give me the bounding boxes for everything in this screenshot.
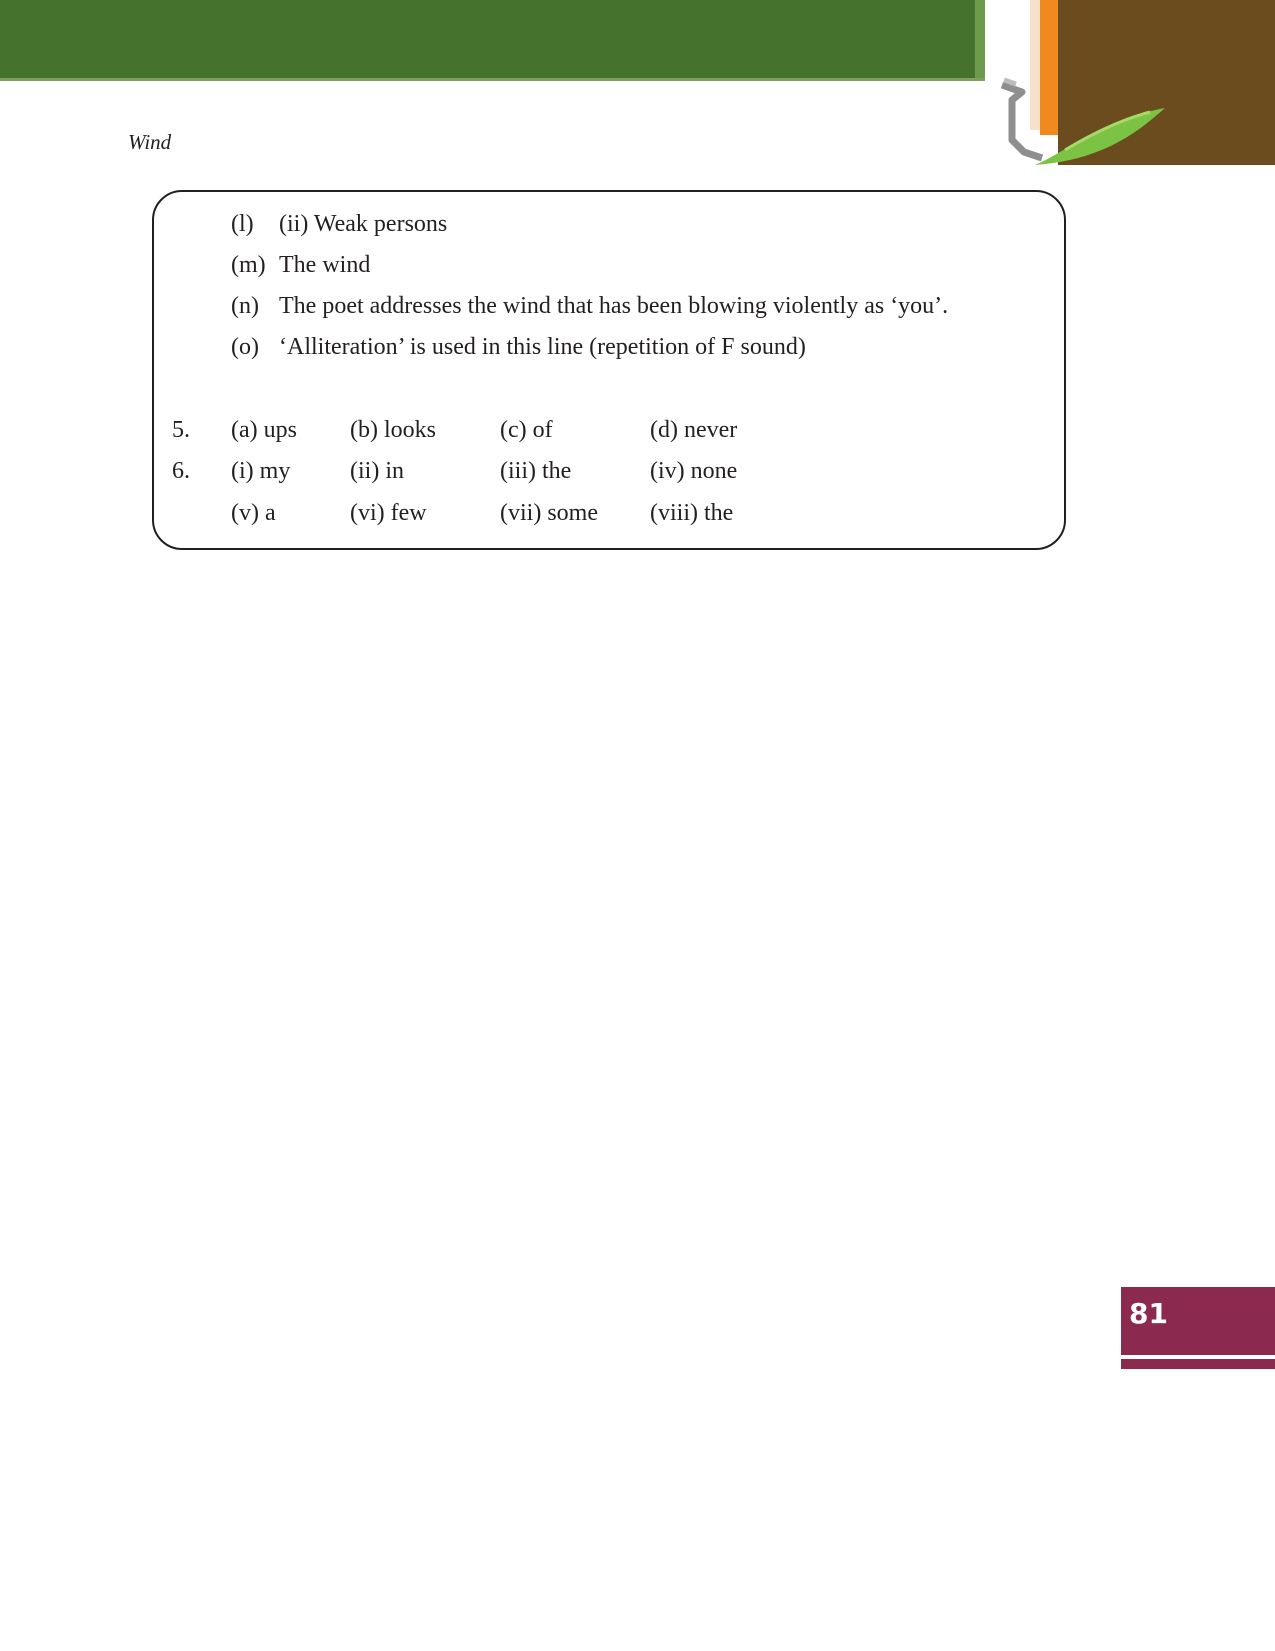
item-text: (ii) Weak persons (279, 211, 448, 237)
option: (b) looks (350, 417, 436, 443)
top-banner (0, 0, 985, 81)
option: (vi) few (350, 500, 427, 526)
question-number: 6. (172, 458, 190, 484)
page-number: 81 (1129, 1297, 1168, 1330)
option: (viii) the (650, 500, 734, 526)
running-header: Wind (128, 130, 172, 154)
option: (vii) some (500, 500, 598, 526)
item-label: (l) (231, 211, 254, 237)
item-label: (m) (231, 252, 266, 278)
option: (v) a (231, 500, 276, 526)
option: (d) never (650, 417, 738, 443)
option: (ii) in (350, 458, 404, 484)
item-text: ‘Alliteration’ is used in this line (repetition of F sound) (279, 334, 806, 360)
corner-decoration (990, 0, 1275, 175)
item-text: The wind (279, 252, 371, 278)
option: (i) my (231, 458, 291, 484)
question-number: 5. (172, 417, 190, 443)
option: (c) of (500, 417, 553, 443)
answer-box (152, 190, 1066, 550)
item-text: The poet addresses the wind that has been blowing violently as ‘you’. (279, 293, 949, 319)
page-tab-underline (1121, 1359, 1275, 1369)
option: (a) ups (231, 417, 297, 443)
page-number-tab (1121, 1287, 1275, 1355)
option: (iv) none (650, 458, 738, 484)
item-label: (o) (231, 334, 259, 360)
option: (iii) the (500, 458, 572, 484)
top-banner-edge (975, 0, 985, 78)
item-label: (n) (231, 293, 259, 319)
